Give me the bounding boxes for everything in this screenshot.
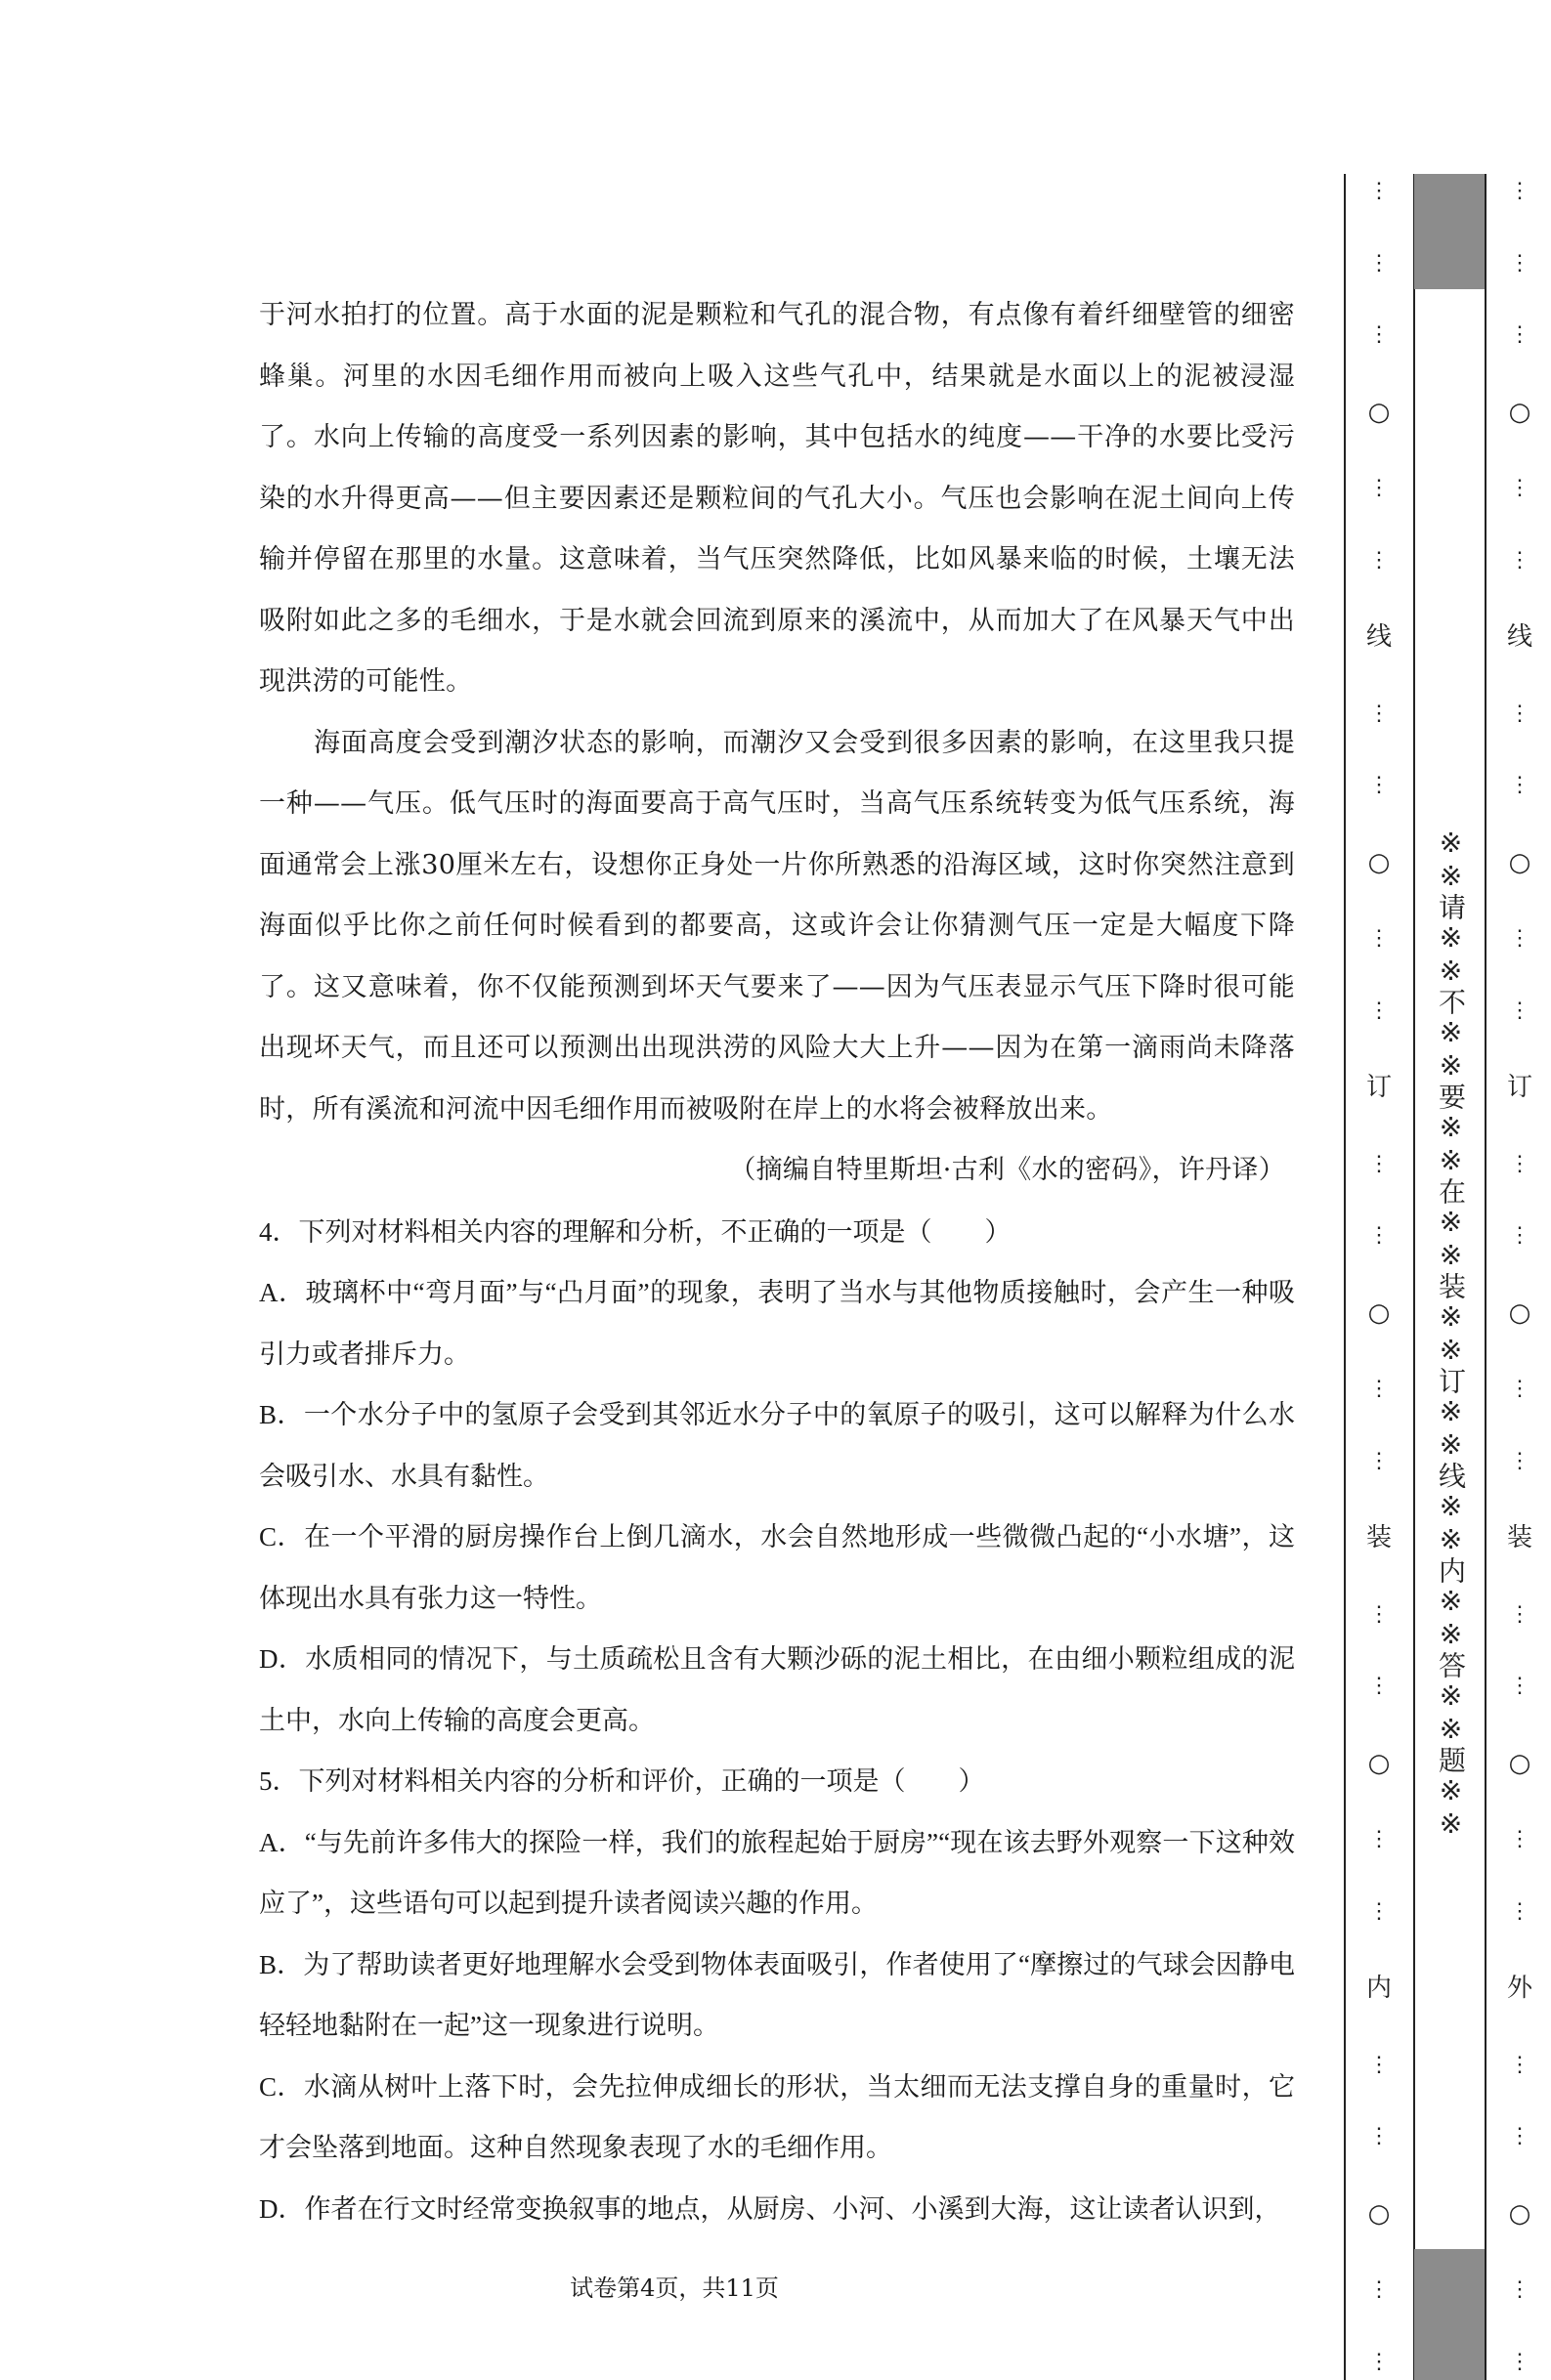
page-footer: 试卷第4页，共11页 (570, 2274, 779, 2302)
binding-line-left (1344, 174, 1346, 2380)
binding-line-mid (1413, 174, 1415, 2380)
binding-label-line: 线 (1365, 622, 1392, 653)
question-option: D．作者在行文时经常变换叙事的地点，从厨房、小河、小溪到大海，这让读者认识到， (259, 2193, 1281, 2224)
question-option: C．水滴从树叶上落下时，会先拉伸成细长的形状，当太细而无法支撑自身的重量时，它才会坠落到地面。这种自然现象表现了水的毛细作用。 (259, 2071, 1295, 2162)
question-stem: 5．下列对材料相关内容的分析和评价，正确的一项是（ ） (259, 1766, 985, 1796)
question-stem: 4．下列对材料相关内容的理解和分析，不正确的一项是（ ） (259, 1216, 1012, 1247)
binding-gray-bottom (1414, 2249, 1485, 2380)
question-option: B．一个水分子中的氢原子会受到其邻近水分子中的氧原子的吸引，这可以解释为什么水会吸引水、水具有黏性。 (259, 1400, 1295, 1491)
binding-gray-top (1414, 174, 1485, 289)
binding-line-right (1485, 174, 1486, 2380)
source-citation: （摘编自特里斯坦·古利《水的密码》，许丹译） (729, 1155, 1285, 1185)
binding-label-inner: 内 (1365, 1974, 1392, 2004)
question-option: A．玻璃杯中“弯月面”与“凸月面”的现象，表明了当水与其他物质接触时，会产生一种吸引力或者排斥力。 (259, 1278, 1295, 1369)
passage-paragraph: 海面高度会受到潮汐状态的影响，而潮汐又会受到很多因素的影响，在这里我只提一种——气压。低气压时的海面要高于高气压时，当高气压系统转变为低气压系统，海面通常会上涨30厘米左右，设想你正身处一片你所熟悉的沿海区域，这时你突然注意到海面似乎比你之前任何时候看到的都要高，这或许会让你猜测气压一定是大幅度下降了。这又意味着，你不仅能预测到坏天气要来了——因为气压表显示气压下降时很可能出现坏天气，而且还可以预测出出现洪涝的风险大大上升——因为在第一滴雨尚未降落时，所有溪流和河流中因毛细作用而被吸附在岸上的水将会被释放出来。 (259, 727, 1295, 1125)
binding-column-outer: ⋮ ⋮ ⋮ ○ ⋮ ⋮ 线 ⋮ ⋮ ○ ⋮ ⋮ 订 ⋮ ⋮ ○ ⋮ ⋮ 装 ⋮ ⋮ ○ ⋮ ⋮ 外 ⋮ ⋮ ○ ⋮ ⋮ (1506, 179, 1532, 2374)
binding-circle: ○ (1508, 397, 1531, 427)
binding-circle: ○ (1508, 2198, 1531, 2229)
binding-circle: ○ (1367, 1748, 1391, 1778)
binding-circle: ○ (1367, 847, 1391, 877)
binding-label-outer: 外 (1506, 1974, 1532, 2004)
question-option: B．为了帮助读者更好地理解水会受到物体表面吸引，作者使用了“摩擦过的气球会因静电轻轻地黏附在一起”这一现象进行说明。 (259, 1949, 1295, 2040)
question-option: C．在一个平滑的厨房操作台上倒几滴水，水会自然地形成一些微微凸起的“小水塘”，这体现出水具有张力这一特性。 (259, 1522, 1295, 1613)
binding-circle: ○ (1508, 1748, 1531, 1778)
question-option: D．水质相同的情况下，与土质疏松且含有大颗沙砾的泥土相比，在由细小颗粒组成的泥土中，水向上传输的高度会更高。 (259, 1644, 1295, 1735)
binding-column-inner: ⋮ ⋮ ⋮ ○ ⋮ ⋮ 线 ⋮ ⋮ ○ ⋮ ⋮ 订 ⋮ ⋮ ○ ⋮ ⋮ 装 ⋮ ⋮ ○ ⋮ ⋮ 内 ⋮ ⋮ ○ ⋮ ⋮ (1365, 179, 1392, 2374)
passage-paragraph: 于河水拍打的位置。高于水面的泥是颗粒和气孔的混合物，有点像有着纤细壁管的细密蜂巢。河里的水因毛细作用而被向上吸入这些气孔中，结果就是水面以上的泥被浸湿了。水向上传输的高度受一系列因素的影响，其中包括水的纯度——干净的水要比受污染的水升得更高——但主要因素还是颗粒间的气孔大小。气压也会影响在泥土间向上传输并停留在那里的水量。这意味着，当气压突然降低，比如风暴来临的时候，土壤无法吸附如此之多的毛细水，于是水就会回流到原来的溪流中，从而加大了在风暴天气中出现洪涝的可能性。 (259, 300, 1295, 697)
binding-warning-text: ※※请※※不※※要※※在※※装※※订※※线※※内※※答※※题※※ (1435, 827, 1467, 1841)
binding-circle: ○ (1367, 397, 1391, 427)
binding-label-fold: 装 (1365, 1523, 1392, 1553)
binding-label-line: 线 (1506, 622, 1532, 653)
binding-label-fold: 装 (1506, 1523, 1532, 1553)
binding-circle: ○ (1508, 1297, 1531, 1328)
binding-circle: ○ (1367, 1297, 1391, 1328)
binding-circle: ○ (1508, 847, 1531, 877)
question-option: A．“与先前许多伟大的探险一样，我们的旅程起始于厨房”“现在该去野外观察一下这种效应了”，这些语句可以起到提升读者阅读兴趣的作用。 (259, 1827, 1295, 1918)
binding-circle: ○ (1367, 2198, 1391, 2229)
main-content (259, 285, 1295, 2239)
binding-label-bind: 订 (1506, 1073, 1532, 1103)
binding-label-bind: 订 (1365, 1073, 1392, 1103)
